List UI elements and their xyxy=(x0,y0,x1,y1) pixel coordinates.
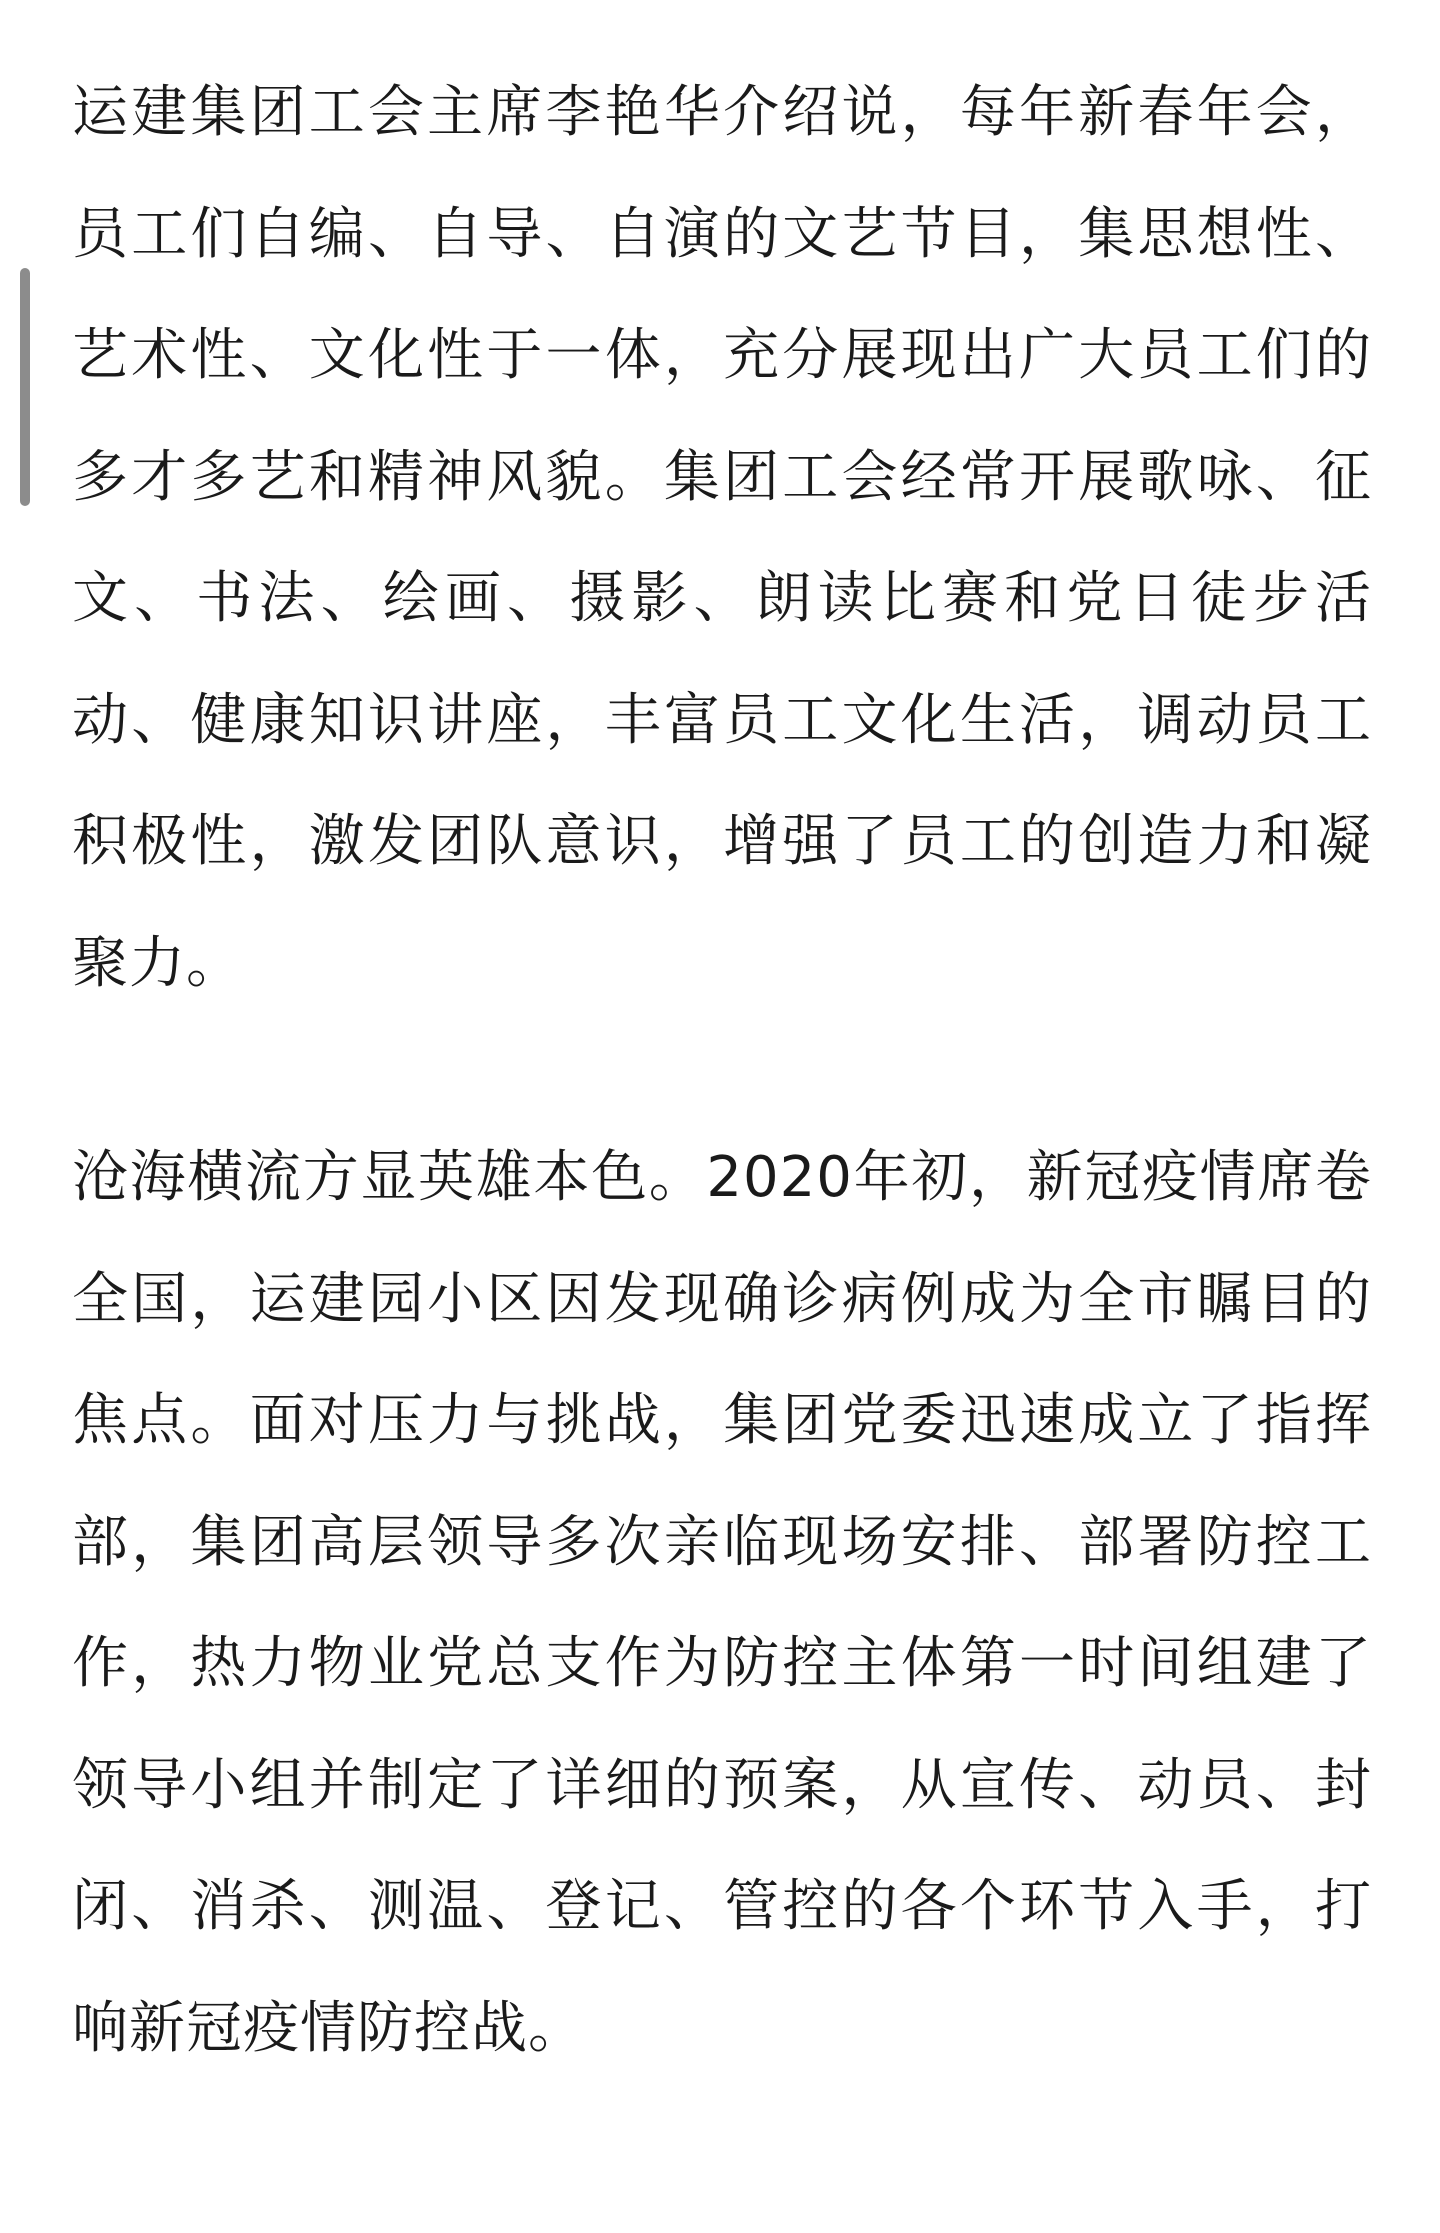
article-body xyxy=(72,52,1372,2089)
scroll-indicator[interactable] xyxy=(20,268,30,506)
paragraph-epidemic-response: 沧海横流方显英雄本色。2020年初，新冠疫情席卷全国，运建园小区因发现确诊病例成为全市瞩目的焦点。面对压力与挑战，集团党委迅速成立了指挥部，集团高层领导多次亲临现场安排、部署防控工作，热力物业党总支作为防控主体第一时间组建了领导小组并制定了详细的预案，从宣传、动员、封闭、消杀、测温、登记、管控的各个环节入手，打响新冠疫情防控战。 xyxy=(72,1145,1372,2061)
paragraph-union-culture: 运建集团工会主席李艳华介绍说，每年新春年会，员工们自编、自导、自演的文艺节目，集思想性、艺术性、文化性于一体，充分展现出广大员工们的多才多艺和精神风貌。集团工会经常开展歌咏、征文、书法、绘画、摄影、朗读比赛和党日徒步活动、健康知识讲座，丰富员工文化生活，调动员工积极性，激发团队意识，增强了员工的创造力和凝聚力。 xyxy=(72,80,1372,996)
